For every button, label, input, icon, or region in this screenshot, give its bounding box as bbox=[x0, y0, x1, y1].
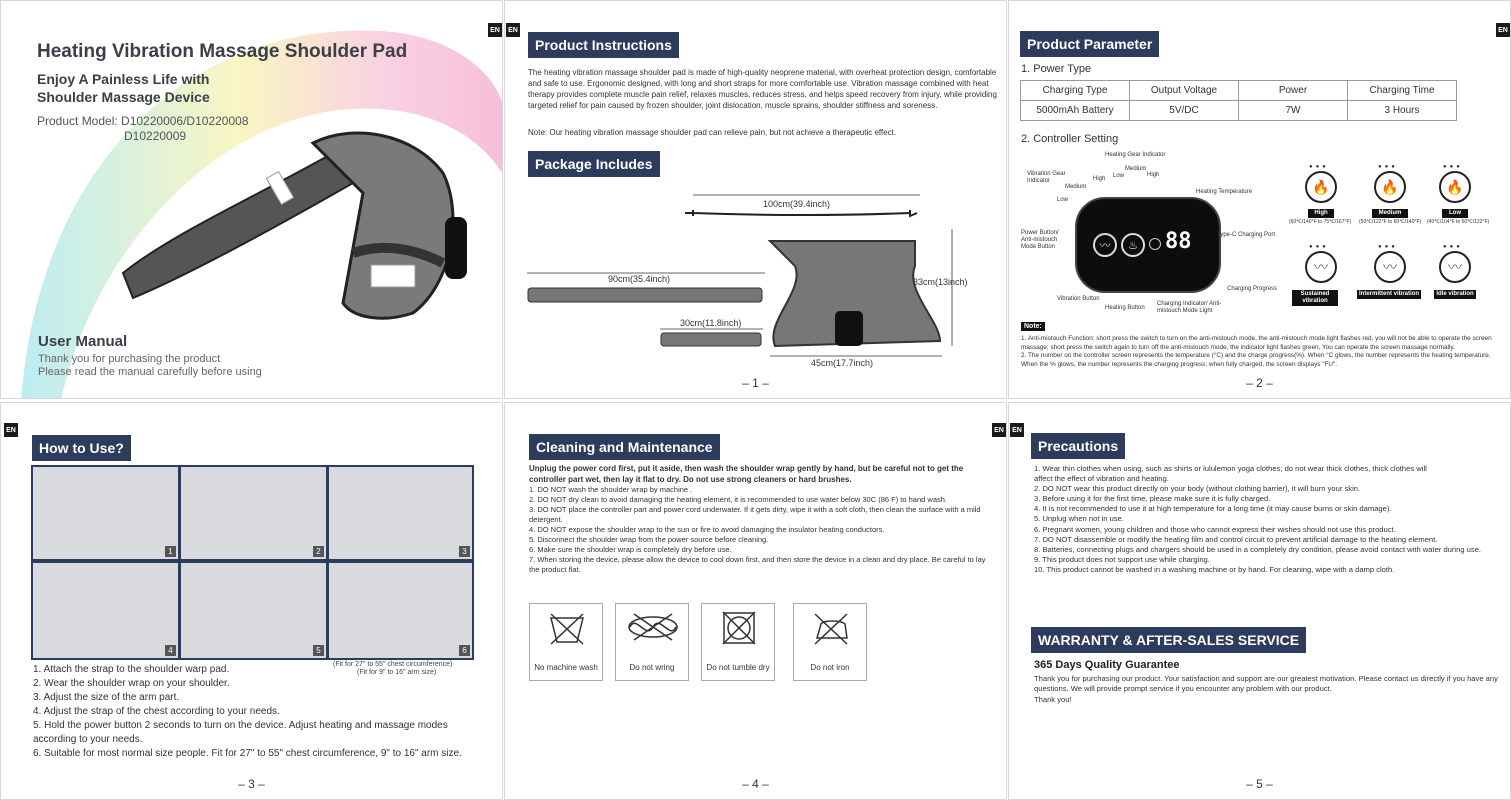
list-item: 6. Make sure the shoulder wrap is completely dry before use. bbox=[529, 545, 732, 554]
list-item: 5. Unplug when not in use. bbox=[1034, 514, 1124, 524]
list-item: 3. Before using it for the first time, please make sure it is fully charged. bbox=[1034, 494, 1271, 504]
controller-display: 88 bbox=[1165, 229, 1192, 254]
heating-gear-label: Heating Gear Indicator bbox=[1105, 152, 1166, 158]
vib-medium-label: Medium bbox=[1065, 184, 1087, 190]
dim-width-label: 45cm(17.7inch) bbox=[811, 358, 874, 368]
cover-title: Heating Vibration Massage Shoulder Pad bbox=[37, 41, 408, 62]
indicator-dots: ●●● bbox=[1309, 244, 1329, 250]
page-number: – 2 – bbox=[1246, 376, 1273, 390]
intermittent-vibration-label: Intermittent vibration bbox=[1359, 291, 1420, 297]
list-item: 6. Pregnant women, young children and those who cannot express their wishes should not use this product. bbox=[1034, 524, 1396, 534]
photo-number: 3 bbox=[459, 546, 470, 557]
precautions-panel bbox=[1008, 402, 1511, 800]
do-not-wring-icon bbox=[626, 612, 680, 642]
thanks-line1: Thank you for purchasing the product bbox=[38, 353, 221, 365]
table-cell: Charging Type bbox=[1021, 81, 1130, 101]
idle-vibration-label: Idle vibration bbox=[1434, 290, 1476, 299]
en-badge: EN bbox=[506, 23, 520, 37]
shoulder-pad-image bbox=[113, 113, 483, 328]
do-not-tumble-dry-icon bbox=[721, 610, 757, 646]
heat-high-label: High bbox=[1147, 172, 1160, 178]
list-item: 4. It is not recommended to use it at high temperature for a long time (it may cause burns or skin damage). bbox=[1034, 504, 1392, 514]
list-item: 6. Suitable for most normal size people. Fit for 27" to 55" chest circumference, 9" to 16" arm size. bbox=[33, 748, 462, 759]
heat-medium-range: (50℃/122°F to 60℃/140°F) bbox=[1359, 219, 1422, 225]
table-cell: 7W bbox=[1239, 101, 1348, 121]
table-cell: 5V/DC bbox=[1130, 101, 1239, 121]
user-manual-title: User Manual bbox=[38, 333, 128, 350]
dim-cable-label: 100cm(39.4inch) bbox=[763, 199, 831, 209]
heat-high-label: High bbox=[1308, 209, 1334, 218]
table-row bbox=[1021, 81, 1457, 101]
photo-number: 4 bbox=[165, 645, 176, 656]
sustained-vibration-label: Sustained vibration bbox=[1292, 290, 1338, 306]
product-instructions-header: Product Instructions bbox=[528, 32, 679, 58]
vibration-gear-label: Vibration Gear Indicator bbox=[1027, 171, 1066, 184]
power-button-label: Power Button/ Anti-mistouch Mode Button bbox=[1021, 230, 1059, 250]
no-machine-wash-icon bbox=[547, 610, 587, 646]
indicator-dots: ●●● bbox=[1443, 244, 1463, 250]
table-row bbox=[1021, 101, 1457, 121]
list-item: 1. DO NOT wash the shoulder wrap by machine . bbox=[529, 485, 693, 494]
power-type-title: 1. Power Type bbox=[1021, 63, 1092, 75]
step-photo bbox=[181, 563, 326, 658]
list-item: 4. Adjust the strap of the chest according to your needs. bbox=[33, 706, 280, 717]
do-not-wring-card bbox=[615, 603, 689, 681]
list-item: 5. Disconnect the shoulder wrap from the power source before cleaning. bbox=[529, 535, 769, 544]
precautions-header: Precautions bbox=[1031, 433, 1125, 459]
list-item: 1. Attach the strap to the shoulder warp pad. bbox=[33, 664, 230, 675]
heating-temperature-label: Heating Temperature bbox=[1196, 189, 1252, 195]
step-photo bbox=[329, 563, 472, 658]
vib-low-label: Low bbox=[1057, 197, 1069, 203]
heat-medium-label: Medium bbox=[1372, 209, 1408, 218]
list-item: 2. DO NOT wear this product directly on your body (without clothing barrier), it will burn your skin. bbox=[1034, 484, 1361, 494]
en-badge: EN bbox=[1010, 423, 1024, 437]
step-photo bbox=[33, 563, 178, 658]
heat-high-icon: 🔥 bbox=[1305, 171, 1337, 203]
note-line2: 2. The number on the controller screen represents the temperature (°C) and the charge progress(%). When °C glows, the number represents the heating temperature. When the % glows, the number represents the charging progress; when fully charged, the screen displays "FU". bbox=[1021, 352, 1491, 368]
heat-low-range: (40℃/104°F to 50℃/122°F) bbox=[1427, 219, 1490, 225]
instructions-panel bbox=[504, 0, 1007, 399]
heat-medium-label: Medium bbox=[1125, 166, 1147, 172]
product-parameter-header: Product Parameter bbox=[1020, 31, 1159, 57]
list-item: 7. DO NOT disassemble or modify the heating film and control circuit to prevent artificial damage to the heating element. bbox=[1034, 534, 1438, 544]
en-badge: EN bbox=[4, 423, 18, 437]
step-photo bbox=[33, 467, 178, 559]
cover-subtitle-line1: Enjoy A Painless Life with bbox=[37, 71, 210, 87]
warranty-header: WARRANTY & AFTER-SALES SERVICE bbox=[1031, 627, 1306, 653]
photo-number: 5 bbox=[313, 645, 324, 656]
product-model-line2: D10220009 bbox=[124, 129, 187, 143]
step-photo bbox=[329, 467, 472, 559]
step-photo bbox=[181, 467, 326, 559]
wash-label: Do not tumble dry bbox=[706, 663, 770, 672]
cleaning-header: Cleaning and Maintenance bbox=[529, 434, 720, 460]
en-badge: EN bbox=[488, 23, 502, 37]
table-cell: 5000mAh Battery bbox=[1021, 101, 1130, 121]
photo-number: 6 bbox=[459, 645, 470, 656]
controller-setting-title: 2. Controller Setting bbox=[1021, 133, 1119, 145]
fit-note-2: (Fit for 9" to 16" arm size) bbox=[357, 669, 437, 676]
heating-button-label: Heating Button bbox=[1105, 305, 1145, 311]
indicator-dots: ●●● bbox=[1443, 164, 1463, 170]
do-not-iron-card bbox=[793, 603, 867, 681]
photo-number: 1 bbox=[165, 546, 176, 557]
heat-low-icon: 🔥 bbox=[1439, 171, 1471, 203]
warranty-text: Thank you for purchasing our product. Your satisfaction and support are our greatest motivation. Please contact us directly if you have any questions. We will provide prompt service if you encounter any problem with our product. bbox=[1034, 674, 1498, 693]
en-badge: EN bbox=[992, 423, 1006, 437]
instructions-note: Note: Our heating vibration massage shoulder pad can relieve pain, but not achieve a therapeutic effect. bbox=[528, 128, 897, 137]
table-cell: Power bbox=[1239, 81, 1348, 101]
thank-you-text: Thank you! bbox=[1034, 695, 1072, 704]
guarantee-title: 365 Days Quality Guarantee bbox=[1034, 659, 1180, 671]
idle-vibration-icon: 〰 bbox=[1439, 251, 1471, 283]
dim-height-label: 33cm(13inch) bbox=[913, 277, 968, 287]
vib-high-label: High bbox=[1093, 176, 1106, 182]
cover-subtitle-line2: Shoulder Massage Device bbox=[37, 89, 210, 105]
list-item: 4. DO NOT expose the shoulder wrap to the sun or fire to avoid damaging the insulator heating conductors. bbox=[529, 525, 885, 534]
list-item: 9. This product does not support use while charging. bbox=[1034, 554, 1210, 564]
page-number: – 3 – bbox=[238, 777, 265, 791]
do-not-tumble-dry-card bbox=[701, 603, 775, 681]
power-button-icon bbox=[1149, 238, 1161, 250]
list-item: 1. Wear thin clothes when using, such as shirts or lululemon yoga clothes; do not wear thick clothes, thick clothes will bbox=[1034, 464, 1427, 473]
table-cell: 3 Hours bbox=[1348, 101, 1457, 121]
photo-number: 2 bbox=[313, 546, 324, 557]
list-item: 8. Batteries, connecting plugs and chargers should be used in a completely dry condition, please avoid contact with water during use. bbox=[1034, 544, 1482, 554]
howto-panel bbox=[0, 402, 503, 800]
charging-indicator-label: Charging Indicator/ Anti-mistouch Mode Light bbox=[1157, 301, 1222, 314]
list-item: 2. DO NOT dry clean to avoid damaging the heating element, it is recommended to use water below 30C (86 F) to hand wash. bbox=[529, 495, 947, 504]
do-not-iron-icon bbox=[811, 610, 851, 646]
dim-long-strap-label: 90cm(35.4inch) bbox=[608, 274, 671, 284]
sustained-vibration-icon: 〰 bbox=[1305, 251, 1337, 283]
indicator-dots: ●●● bbox=[1309, 164, 1329, 170]
page-number: – 1 – bbox=[742, 376, 769, 390]
vibration-button-label: Vibration Button bbox=[1057, 296, 1100, 302]
page-number: – 5 – bbox=[1246, 777, 1273, 791]
page-number: – 4 – bbox=[742, 777, 769, 791]
list-item: 2. Wear the shoulder wrap on your shoulder. bbox=[33, 678, 230, 689]
note-line1: 1. Anti-mistouch Function: short press the switch to turn on the anti-mistouch mode, the anti-mistouch mode light flashes red, you will not be able to operate the screen massage; short press the switch again to turn off the anti-mistouch mode, the indicator light flashes green, You can operate the screen massage normally. bbox=[1021, 335, 1492, 351]
list-item: affect the effect of vibration and heating. bbox=[1034, 474, 1169, 484]
wash-label: Do not wring bbox=[629, 663, 675, 672]
cover-panel bbox=[0, 0, 503, 399]
wash-label: No machine wash bbox=[534, 663, 598, 672]
how-to-use-header: How to Use? bbox=[32, 435, 131, 461]
product-model: Product Model: D10220006/D10220008 bbox=[37, 114, 249, 128]
fit-note-1: (Fit for 27" to 55" chest circumference) bbox=[333, 661, 453, 668]
no-machine-wash-card bbox=[529, 603, 603, 681]
precautions-list bbox=[1034, 464, 1504, 575]
heat-low-label: Low bbox=[1113, 173, 1125, 179]
cleaning-list bbox=[529, 485, 997, 575]
step-list bbox=[33, 663, 462, 761]
list-item: 3. DO NOT place the controller part and power cord underwater. If it gets dirty, wipe it with a soft cloth, then clean the surface with a mild detergent. bbox=[529, 505, 981, 524]
heat-low-label: Low bbox=[1442, 209, 1468, 218]
heat-medium-icon: 🔥 bbox=[1374, 171, 1406, 203]
wash-label: Do not iron bbox=[810, 663, 850, 672]
list-item: 3. Adjust the size of the arm part. bbox=[33, 692, 180, 703]
heating-button-icon: ♨ bbox=[1121, 233, 1145, 257]
note-label: Note: bbox=[1021, 322, 1045, 331]
thanks-line2: Please read the manual carefully before using bbox=[38, 366, 262, 378]
table-cell: Output Voltage bbox=[1130, 81, 1239, 101]
type-c-port-label: Type-C Charging Port bbox=[1217, 232, 1276, 238]
spec-table bbox=[1020, 80, 1457, 121]
dim-short-strap-label: 30cm(11.8inch) bbox=[680, 318, 742, 328]
list-item: 7. When storing the device, please allow the device to cool down first, and then store the device in a clean and dry place. Be careful to lay the product flat. bbox=[529, 555, 986, 574]
list-item: according to your needs. bbox=[33, 734, 143, 745]
heat-high-range: (60℃/140°F to 75℃/167°F) bbox=[1289, 219, 1352, 225]
cleaning-intro: Unplug the power cord first, put it aside, then wash the shoulder wrap gently by hand, but be careful not to get the controller part wet, then lay it flat to dry. Do not use strong cleaners or hard brushes. bbox=[529, 464, 964, 484]
en-badge: EN bbox=[1496, 23, 1510, 37]
instructions-paragraph: The heating vibration massage shoulder pad is made of high-quality neoprene material, with overheat protection design, comfortable and safe to use. Ergonomic designed, with long and short straps for more comfortable use. Vibration massage combined with heat therapy provides complete muscle pain relief, relaxes muscles, reduces stress, and helps speed recovery from injury, while providing targeted relief for pain caused by frozen shoulder, joint dislocation, muscle sprains, shoulder stiffness and soreness. bbox=[528, 68, 997, 110]
intermittent-vibration-icon: 〰 bbox=[1374, 251, 1406, 283]
list-item: 5. Hold the power button 2 seconds to turn on the device. Adjust heating and massage modes bbox=[33, 720, 448, 731]
indicator-dots: ●●● bbox=[1378, 164, 1398, 170]
indicator-dots: ●●● bbox=[1378, 244, 1398, 250]
parameters-panel bbox=[1008, 0, 1511, 399]
cleaning-panel bbox=[504, 402, 1007, 800]
charging-progress-label: Charging Progress bbox=[1227, 286, 1278, 292]
package-includes-header: Package Includes bbox=[528, 151, 660, 177]
list-item: 10. This product cannot be washed in a washing machine or by hand. For cleaning, wipe with a damp cloth. bbox=[1034, 564, 1395, 574]
table-cell: Charging Time bbox=[1348, 81, 1457, 101]
vibration-button-icon: 〰 bbox=[1093, 233, 1117, 257]
